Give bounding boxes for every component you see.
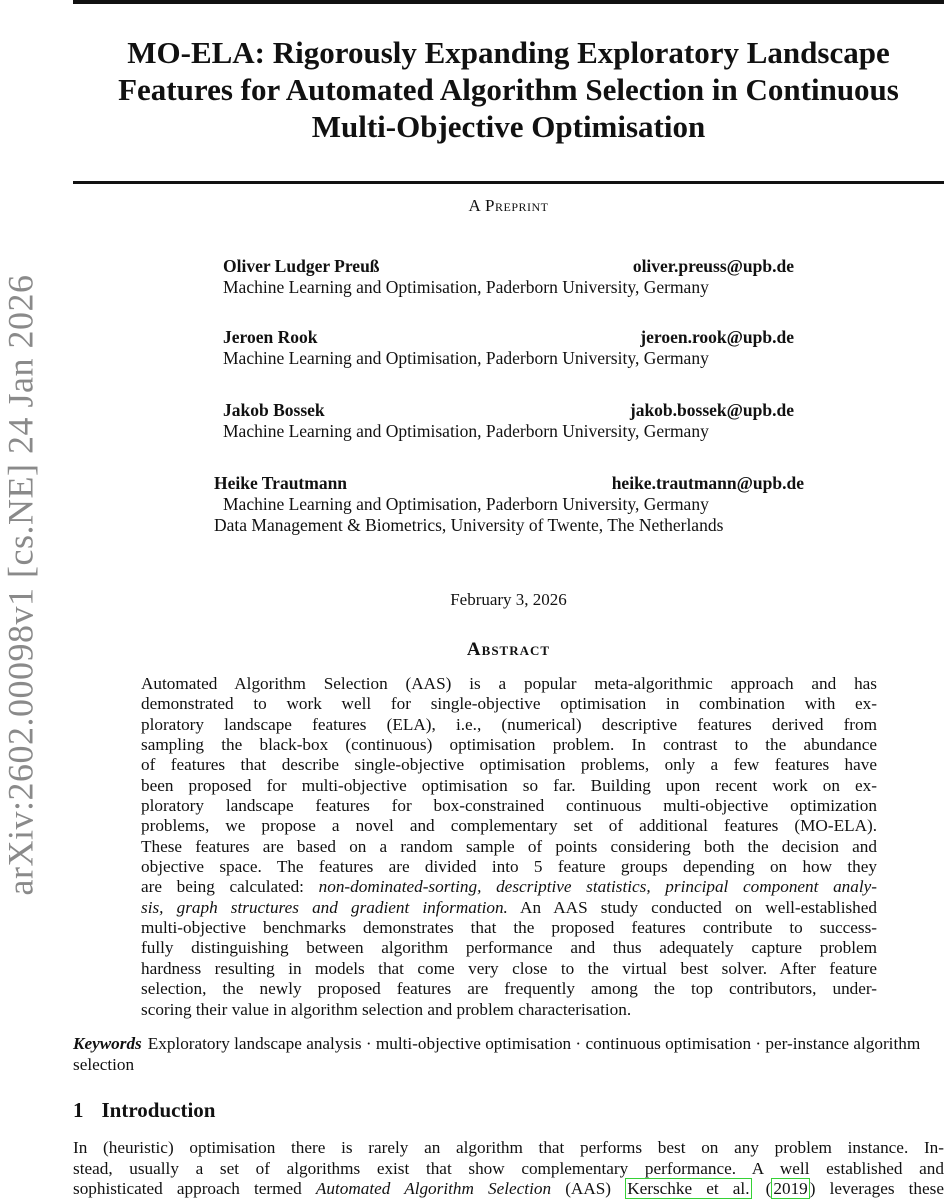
intro-text: ) leverages these [809,1179,944,1198]
abstract-line [141,898,877,918]
section-title: Introduction [101,1098,216,1122]
citation-link[interactable]: Kerschke et al. [627,1179,750,1198]
abstract-line: been proposed for multi-objective optimisation so far. Building upon recent work on ex- [141,775,877,795]
section-heading [73,1098,215,1123]
preprint-label: A Preprint [468,196,549,215]
title-line: Features for Automated Algorithm Selection in Continuous [118,72,899,107]
author-name: Oliver Ludger Preuß [223,256,380,276]
author-affiliation: Machine Learning and Optimisation, Paderborn University, Germany [223,421,709,441]
author-affiliation: Machine Learning and Optimisation, Paderborn University, Germany [223,348,709,368]
author-affiliation: Machine Learning and Optimisation, Paderborn University, Germany [223,277,709,297]
abstract-line: These features are based on a random sample of points considering both the decision and [141,836,877,856]
abstract-heading: Abstract [466,639,551,660]
author-affiliation: Data Management & Biometrics, University of Twente, The Netherlands [214,515,724,535]
title-line: Multi-Objective Optimisation [311,109,706,144]
author-email[interactable]: oliver.preuss@upb.de [632,256,794,276]
author-block [223,327,794,369]
abstract-line: multi-objective benchmarks demonstrates that the proposed features contribute to success- [141,918,877,938]
author-email[interactable]: jakob.bossek@upb.de [629,400,794,420]
author-block [214,473,804,536]
abstract-line: hardness resulting in models that come very close to the virtual best solver. After feature [141,958,877,978]
abstract-emphasis: sis, graph structures and gradient information. [141,897,508,917]
intro-text: (AAS) [551,1179,626,1198]
paper-title [73,34,944,145]
intro-line: In (heuristic) optimisation there is rarely an algorithm that performs best on any problem instance. In- [73,1138,944,1157]
abstract-line: fully distinguishing between algorithm performance and thus adequately capture problem [141,938,877,958]
abstract-line: sampling the black-box (continuous) optimisation problem. In contrast to the abundance [141,735,877,755]
publication-date: February 3, 2026 [450,590,567,609]
intro-text: sophisticated approach termed [73,1179,316,1198]
title-rule-top [73,0,944,4]
intro-emphasis: Automated Algorithm Selection [315,1179,552,1198]
intro-text: ( [751,1179,772,1198]
abstract-text: are being calculated: [141,877,319,897]
abstract-text: An AAS study conducted on well-established [507,897,877,917]
author-name: Heike Trautmann [214,473,348,493]
citation-year-link[interactable]: 2019 [773,1179,808,1198]
abstract-line: Automated Algorithm Selection (AAS) is a popular meta-algorithmic approach and has [141,674,877,693]
abstract-line: ploratory landscape features for box-constrained continuous multi-objective optimization [141,796,877,816]
abstract-line: problems, we propose a novel and complementary set of additional features (MO-ELA). [141,816,877,836]
abstract-line: demonstrated to work well for single-objective optimisation in combination with ex- [141,694,877,714]
keywords-label: Keywords [73,1034,142,1053]
abstract-body [141,674,877,1020]
author-affiliation: Machine Learning and Optimisation, Paderborn University, Germany [223,494,709,514]
abstract-line: ploratory landscape features (ELA), i.e., (numerical) descriptive features derived from [141,714,877,734]
author-block [223,400,794,442]
abstract-line: of features that describe single-objective optimisation problems, only a few features have [141,755,877,775]
title-line: MO-ELA: Rigorously Expanding Exploratory Landscape [127,35,890,70]
title-rule-bottom [73,181,944,184]
keywords [73,1033,944,1075]
abstract-emphasis: non-dominated-sorting, descriptive statistics, principal component analy- [318,877,877,897]
author-name: Jeroen Rook [223,327,318,347]
arxiv-identifier-stamp [0,255,40,915]
abstract-line [141,877,877,897]
author-name: Jakob Bossek [223,400,325,420]
author-email[interactable]: heike.trautmann@upb.de [611,473,804,493]
author-email[interactable]: jeroen.rook@upb.de [640,327,794,347]
section-number: 1 [73,1098,84,1122]
arxiv-id-text: arXiv:2602.00098v1 [cs.NE] 24 Jan 2026 [0,274,41,896]
author-block [223,256,794,298]
abstract-line: objective space. The features are divided into 5 feature groups depending on how they [141,857,877,877]
abstract-line: selection, the newly proposed features are frequently among the top contributors, under- [141,979,877,999]
keywords-text: Exploratory landscape analysis · multi-objective optimisation · continuous optimisation · per-instance algorithm selection [73,1034,921,1074]
intro-line: stead, usually a set of algorithms exist that show complementary performance. A well established and [73,1158,944,1178]
intro-paragraph [73,1138,944,1200]
abstract-line: scoring their value in algorithm selection and problem characterisation. [141,999,632,1019]
intro-line [73,1179,944,1200]
